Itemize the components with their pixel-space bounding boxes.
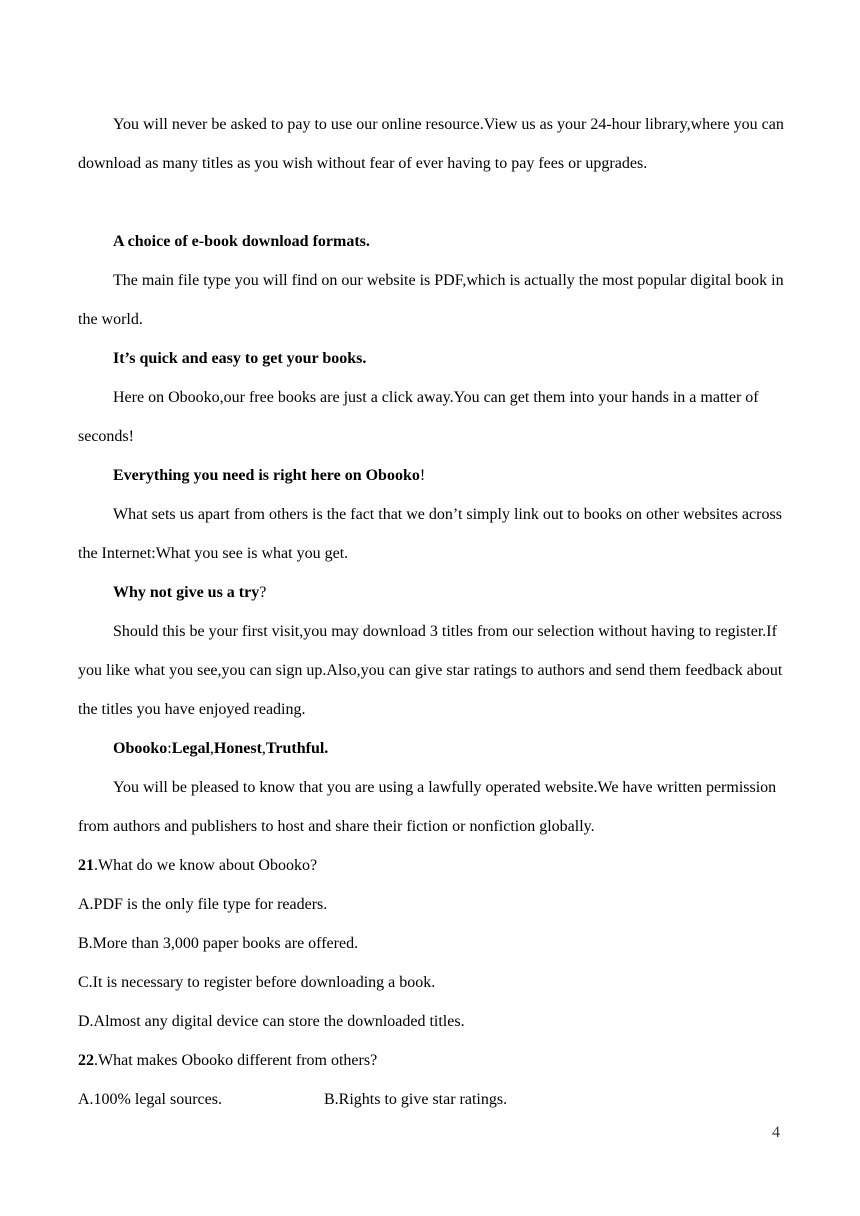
heading-try <box>78 573 786 612</box>
heading-legal-part-5: Honest <box>213 740 262 757</box>
heading-legal-part-2: : <box>167 740 172 757</box>
question-21-option-a: A.PDF is the only file type for readers. <box>78 896 328 913</box>
heading-legal-part-1: Obooko <box>113 740 168 757</box>
question-22 <box>78 1041 377 1080</box>
heading-try-bold: Why not give us a try <box>113 584 260 601</box>
heading-legal <box>78 729 786 768</box>
page-number: 4 <box>772 1124 780 1141</box>
heading-formats: A choice of e-book download formats. <box>113 233 370 250</box>
paragraph-lawful: You will be pleased to know that you are using a lawfully operated website.We have written permission from authors and publishers to host and share their fiction or nonfiction globally. <box>78 779 777 835</box>
paragraph-pdf: The main file type you will find on our website is PDF,which is actually the most popular digital book in the world. <box>78 272 784 328</box>
question-21-option-b: B.More than 3,000 paper books are offered. <box>78 935 359 952</box>
heading-quick-easy: It’s quick and easy to get your books. <box>113 350 367 367</box>
heading-legal-part-7: Truthful. <box>265 740 329 757</box>
heading-legal-part-3: Legal <box>171 740 210 757</box>
heading-try-tail: ? <box>259 584 267 601</box>
heading-everything-bold: Everything you need is right here on Obooko <box>113 467 420 484</box>
paragraph-sets-apart: What sets us apart from others is the fact that we don’t simply link out to books on other websites across the Internet:What you see is what you get. <box>78 506 782 562</box>
heading-legal-part-6: , <box>261 740 266 757</box>
question-22-text: .What makes Obooko different from others? <box>94 1052 378 1069</box>
question-21-text: .What do we know about Obooko? <box>94 857 318 874</box>
question-21 <box>78 846 317 885</box>
question-21-number: 21 <box>78 857 94 874</box>
heading-legal-part-4: , <box>209 740 214 757</box>
heading-everything <box>78 456 786 495</box>
question-22-option-a: A.100% legal sources. <box>78 1091 222 1108</box>
paragraph-free-access: You will never be asked to pay to use our online resource.View us as your 24-hour library,where you can download as many titles as you wish without fear of ever having to pay fees or upgrades. <box>78 116 784 172</box>
paragraph-click-away: Here on Obooko,our free books are just a click away.You can get them into your hands in a matter of seconds! <box>78 389 759 445</box>
paragraph-first-visit: Should this be your first visit,you may download 3 titles from our selection without having to register.If you like what you see,you can sign up.Also,you can give star ratings to authors and send them feedback about the titles you have enjoyed reading. <box>78 623 783 718</box>
question-22-number: 22 <box>78 1052 94 1069</box>
question-21-option-d: D.Almost any digital device can store the downloaded titles. <box>78 1013 465 1030</box>
heading-everything-tail: ! <box>419 467 426 484</box>
question-22-option-b: B.Rights to give star ratings. <box>324 1091 508 1108</box>
question-21-option-c: C.It is necessary to register before downloading a book. <box>78 974 436 991</box>
